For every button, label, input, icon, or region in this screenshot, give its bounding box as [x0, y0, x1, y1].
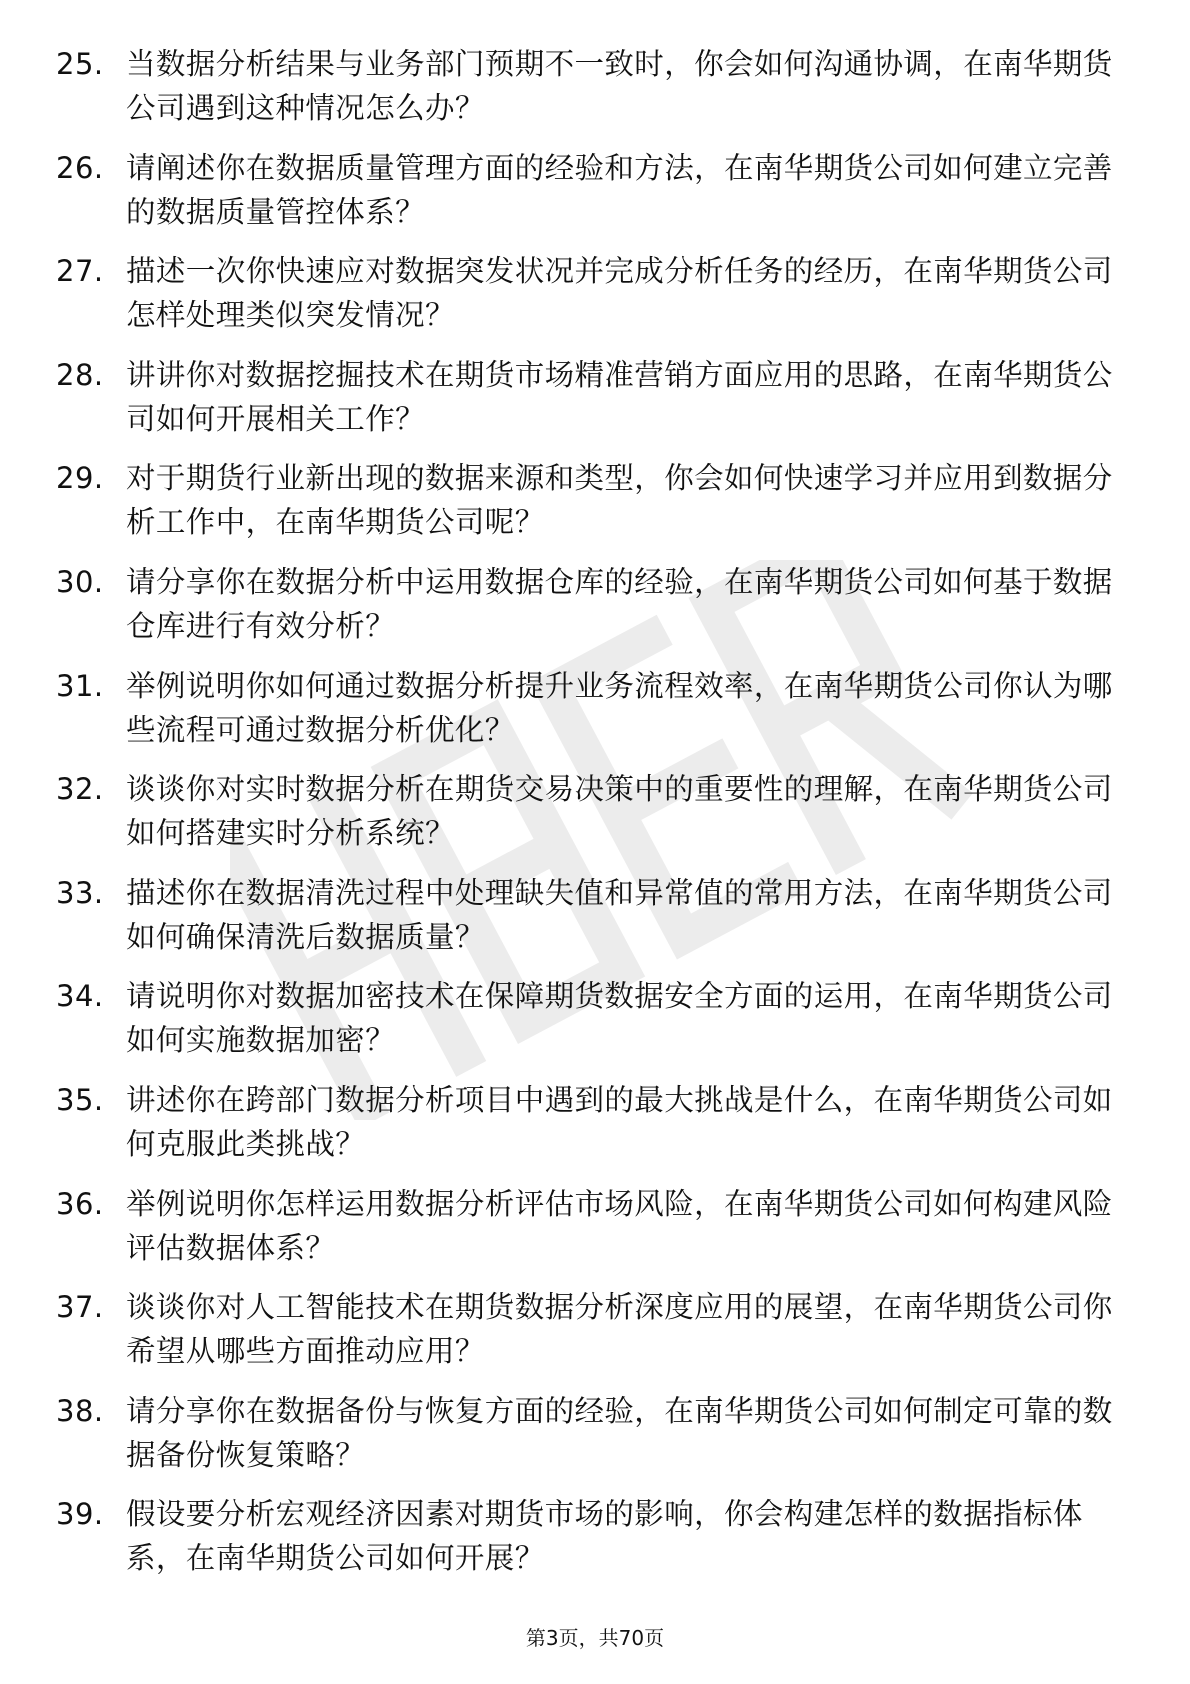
- question-text: 请阐述你在数据质量管理方面的经验和方法，在南华期货公司如何建立完善的数据质量管控体系？: [126, 150, 1113, 229]
- question-number: 33.: [56, 875, 104, 910]
- question-item: [0, 974, 1190, 1078]
- question-text: 举例说明你怎样运用数据分析评估市场风险，在南华期货公司如何构建风险评估数据体系？: [126, 1186, 1113, 1265]
- question-number: 30.: [56, 564, 104, 599]
- question-number: 32.: [56, 772, 104, 807]
- question-item: [0, 1285, 1190, 1389]
- question-item: [0, 1492, 1190, 1596]
- question-number: 37.: [56, 1290, 104, 1325]
- question-number: 28.: [56, 357, 104, 392]
- question-list: [0, 42, 1190, 1596]
- question-text: 描述一次你快速应对数据突发状况并完成分析任务的经历，在南华期货公司怎样处理类似突发情况？: [126, 254, 1113, 333]
- question-text: 举例说明你如何通过数据分析提升业务流程效率，在南华期货公司你认为哪些流程可通过数据分析优化？: [126, 668, 1113, 747]
- question-text: 假设要分析宏观经济因素对期货市场的影响，你会构建怎样的数据指标体系，在南华期货公司如何开展？: [126, 1497, 1083, 1576]
- question-number: 35.: [56, 1082, 104, 1117]
- question-number: 26.: [56, 150, 104, 185]
- question-item: [0, 767, 1190, 871]
- question-text: 请分享你在数据备份与恢复方面的经验，在南华期货公司如何制定可靠的数据备份恢复策略？: [126, 1393, 1113, 1472]
- question-item: [0, 42, 1190, 146]
- question-item: [0, 1389, 1190, 1493]
- question-text: 描述你在数据清洗过程中处理缺失值和异常值的常用方法，在南华期货公司如何确保清洗后数据质量？: [126, 875, 1113, 954]
- question-text: 请说明你对数据加密技术在保障期货数据安全方面的运用，在南华期货公司如何实施数据加密？: [126, 979, 1113, 1058]
- page-number-label: 第3页，共70页: [525, 1626, 665, 1650]
- question-item: [0, 353, 1190, 457]
- question-text: 讲讲你对数据挖掘技术在期货市场精准营销方面应用的思路，在南华期货公司如何开展相关工作？: [126, 357, 1113, 436]
- question-number: 29.: [56, 461, 104, 496]
- question-number: 25.: [56, 47, 104, 81]
- question-text: 请分享你在数据分析中运用数据仓库的经验，在南华期货公司如何基于数据仓库进行有效分析？: [126, 564, 1113, 643]
- question-number: 39.: [56, 1497, 104, 1532]
- question-item: [0, 1078, 1190, 1182]
- question-number: 36.: [56, 1186, 104, 1221]
- question-number: 27.: [56, 254, 104, 289]
- question-text: 当数据分析结果与业务部门预期不一致时，你会如何沟通协调，在南华期货公司遇到这种情况怎么办？: [126, 47, 1113, 125]
- question-text: 讲述你在跨部门数据分析项目中遇到的最大挑战是什么，在南华期货公司如何克服此类挑战？: [126, 1082, 1113, 1161]
- question-item: [0, 871, 1190, 975]
- page-footer: [0, 1624, 1190, 1652]
- question-item: [0, 146, 1190, 250]
- question-text: 对于期货行业新出现的数据来源和类型，你会如何快速学习并应用到数据分析工作中，在南华期货公司呢？: [126, 461, 1113, 540]
- question-number: 38.: [56, 1393, 104, 1428]
- question-number: 34.: [56, 979, 104, 1014]
- question-number: 31.: [56, 668, 104, 703]
- question-text: 谈谈你对人工智能技术在期货数据分析深度应用的展望，在南华期货公司你希望从哪些方面推动应用？: [126, 1290, 1113, 1369]
- question-text: 谈谈你对实时数据分析在期货交易决策中的重要性的理解，在南华期货公司如何搭建实时分析系统？: [126, 772, 1113, 851]
- question-item: [0, 249, 1190, 353]
- question-item: [0, 560, 1190, 664]
- question-item: [0, 456, 1190, 560]
- question-item: [0, 1182, 1190, 1286]
- question-item: [0, 664, 1190, 768]
